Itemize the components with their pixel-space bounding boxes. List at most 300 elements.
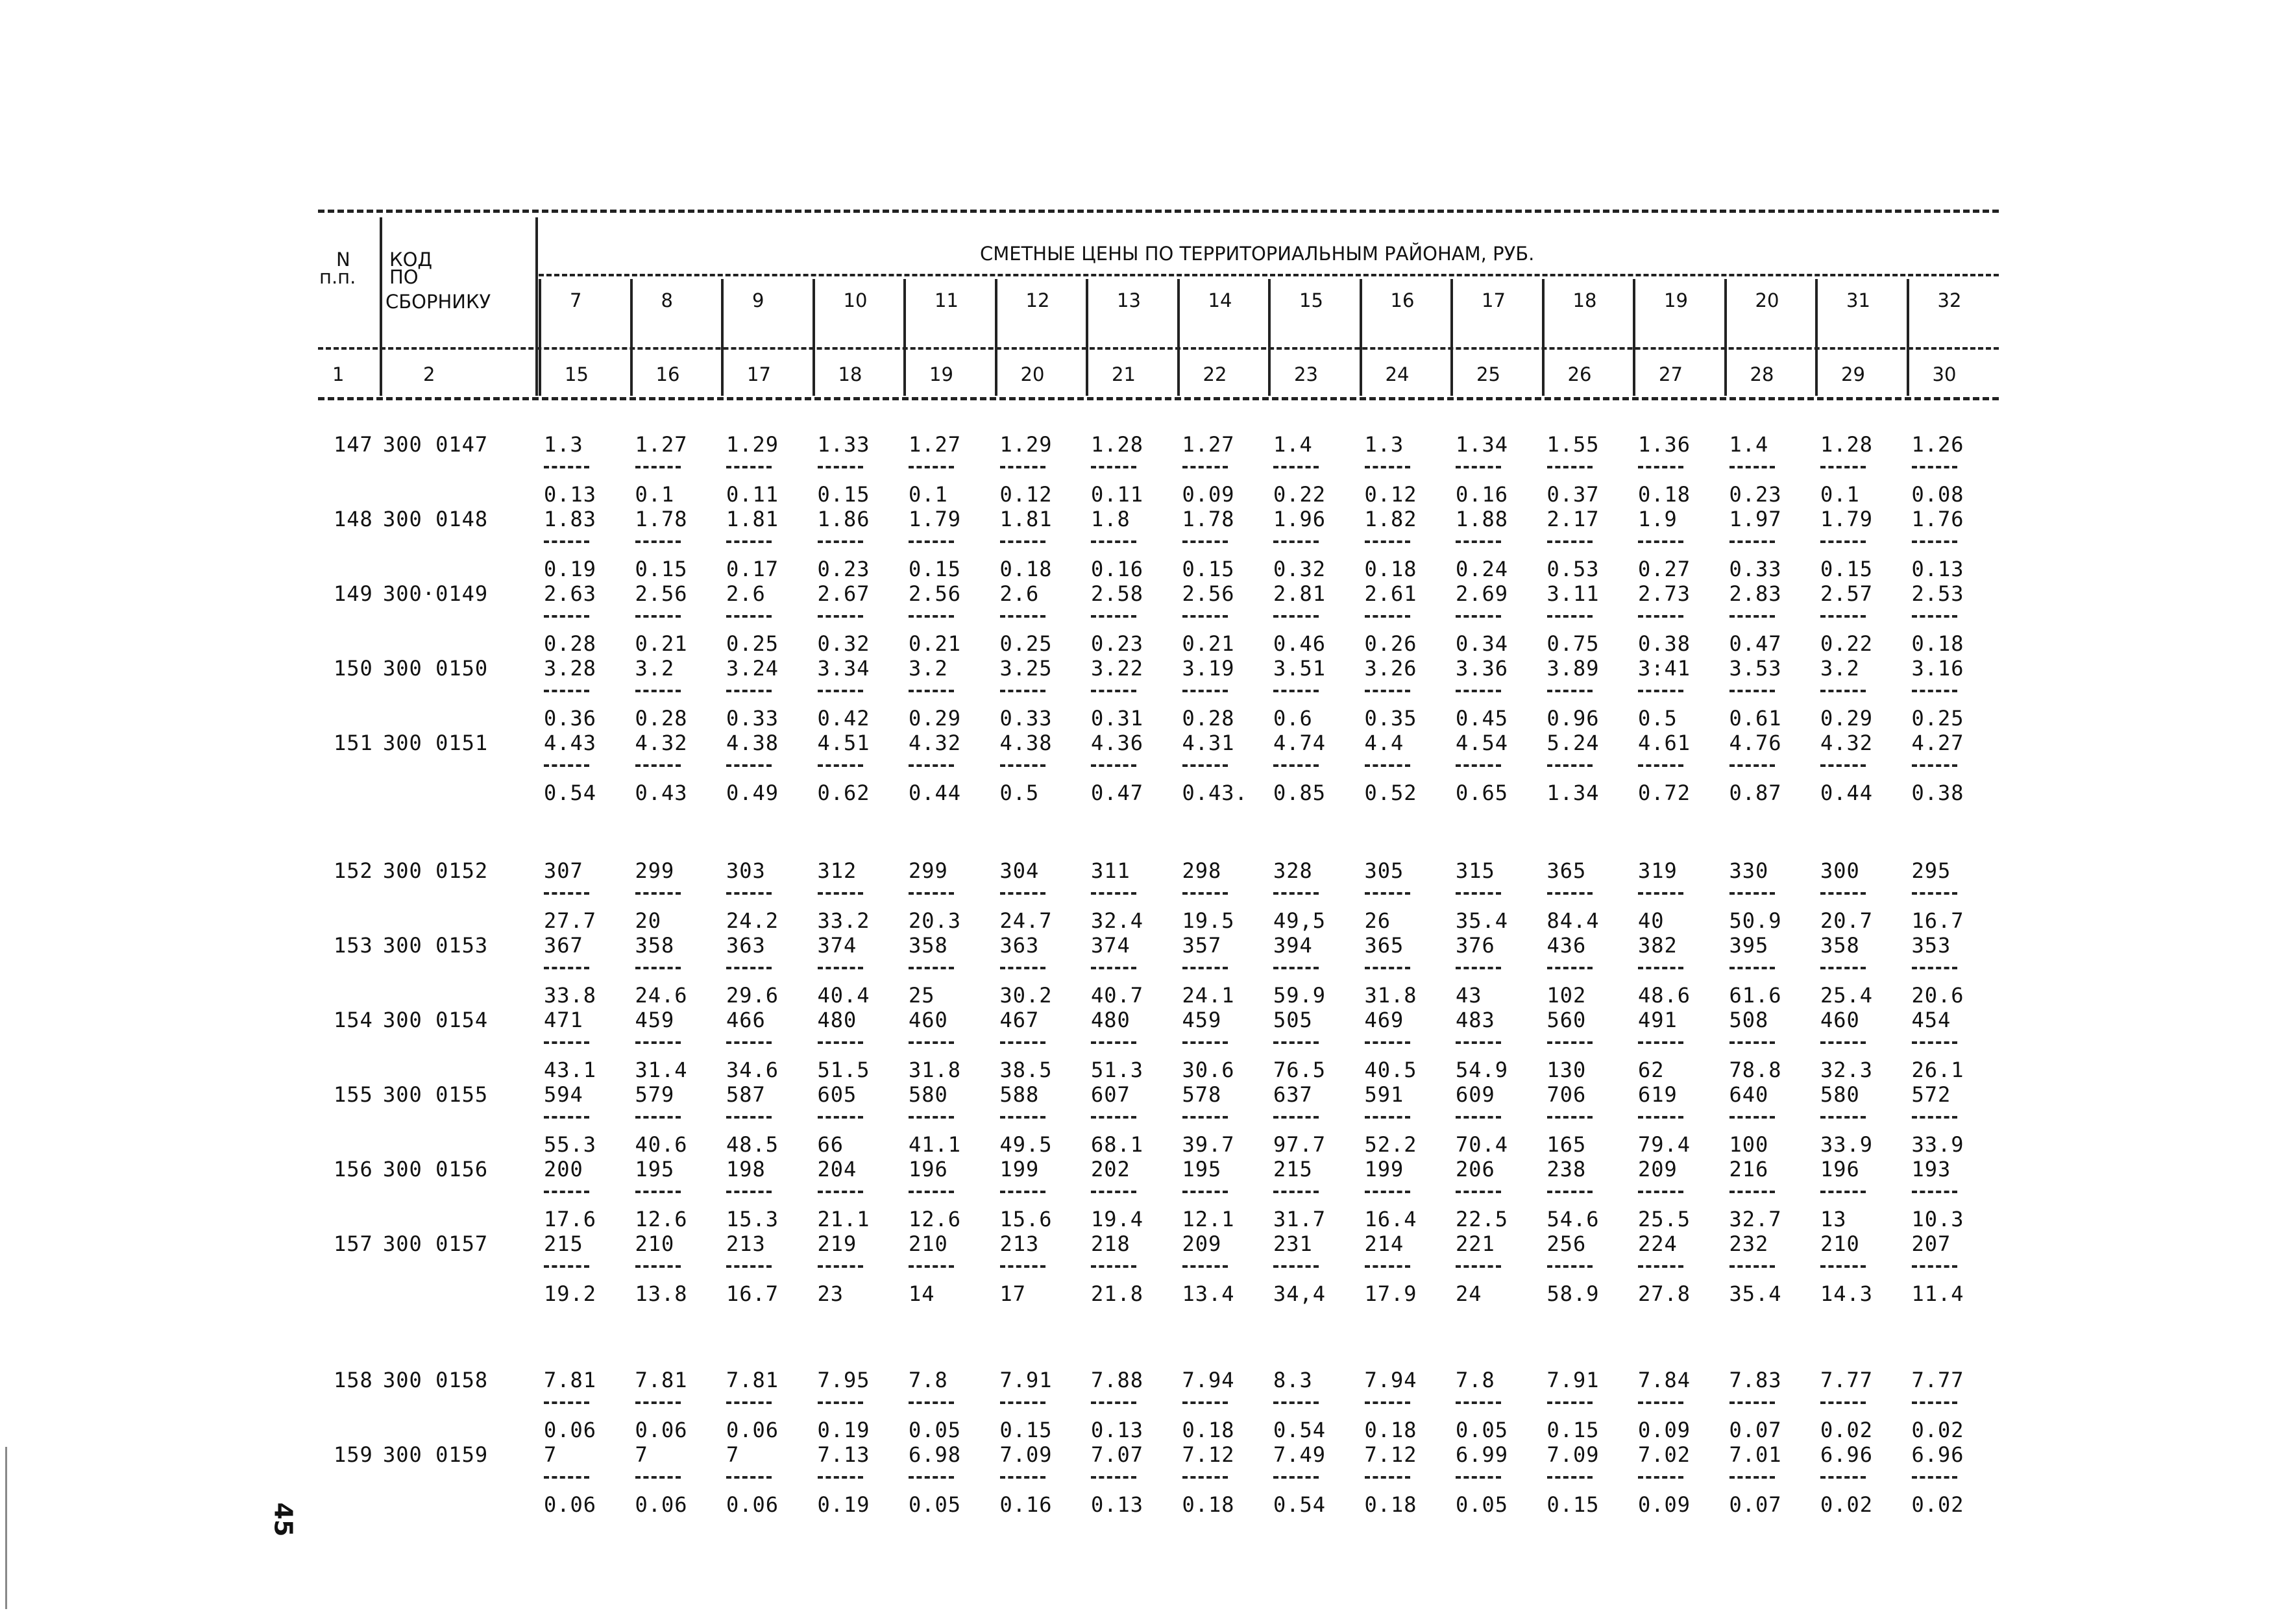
fraction-bar [1820, 1041, 1866, 1044]
price-sub-value: 0.36 [544, 706, 597, 731]
price-value: 1.82 [1364, 507, 1417, 531]
column-number: 29 [1841, 363, 1865, 385]
price-sub-value: 41.1 [909, 1132, 962, 1157]
price-sub-value: 0.49 [726, 781, 779, 805]
price-sub-value: 0.06 [726, 1418, 779, 1442]
fraction-bar [635, 615, 681, 618]
fraction-bar [1273, 1191, 1319, 1193]
district-number: 8 [661, 289, 673, 311]
price-value: 213 [999, 1231, 1040, 1256]
fraction-bar [1820, 540, 1866, 543]
price-sub-value: 0.18 [1364, 557, 1417, 581]
price-value: 1.8 [1091, 507, 1130, 531]
price-sub-value: 0.16 [1456, 482, 1509, 507]
fraction-bar [818, 690, 863, 692]
binding-edge-line [5, 1447, 7, 1609]
price-sub-value: 0.18 [1364, 1418, 1417, 1442]
price-sub-value: 0.5 [999, 781, 1040, 805]
price-sub-value: 0.52 [1364, 781, 1417, 805]
fraction-bar [1912, 1401, 1957, 1404]
fraction-bar [1182, 1265, 1228, 1268]
price-value: 1.33 [817, 432, 870, 457]
fraction-bar [1638, 466, 1683, 468]
price-sub-value: 0.54 [1273, 1492, 1326, 1517]
fraction-bar [1365, 892, 1410, 895]
price-value: 207 [1911, 1231, 1951, 1256]
fraction-bar [1000, 1041, 1045, 1044]
fraction-bar [909, 1041, 954, 1044]
fraction-bar [544, 615, 589, 618]
price-sub-value: 14.3 [1820, 1281, 1874, 1306]
fraction-bar [1456, 967, 1501, 969]
price-value: 1.78 [1182, 507, 1235, 531]
price-value: 1.36 [1638, 432, 1691, 457]
fraction-bar [818, 1265, 863, 1268]
fraction-bar [1638, 1191, 1683, 1193]
column-number: 18 [838, 363, 862, 385]
fraction-bar [635, 1041, 681, 1044]
fraction-bar [818, 967, 863, 969]
price-value: 224 [1638, 1231, 1678, 1256]
price-value: 7.8 [909, 1368, 948, 1392]
fraction-bar [818, 1476, 863, 1479]
price-value: 312 [817, 858, 857, 883]
price-value: 7 [635, 1442, 648, 1467]
price-sub-value: 32.4 [1091, 908, 1144, 933]
price-value: 376 [1456, 933, 1495, 958]
price-sub-value: 19.4 [1091, 1207, 1144, 1231]
column-number: 23 [1294, 363, 1318, 385]
price-value: 330 [1729, 858, 1769, 883]
header-code-label: КОД [389, 248, 433, 271]
price-value: 4.32 [1820, 731, 1874, 755]
price-sub-value: 100 [1729, 1132, 1769, 1157]
district-divider [630, 279, 633, 396]
fraction-bar [1000, 690, 1045, 692]
price-sub-value: 27.8 [1638, 1281, 1691, 1306]
price-sub-value: 0.28 [544, 631, 597, 656]
collection-code: 300 0152 [383, 858, 489, 883]
fraction-bar [1912, 1116, 1957, 1119]
price-sub-value: 55.3 [544, 1132, 597, 1157]
fraction-bar [1729, 1401, 1775, 1404]
fraction-bar [1456, 690, 1501, 692]
price-value: 2.83 [1729, 581, 1782, 606]
price-sub-value: 43.1 [544, 1058, 597, 1082]
fraction-bar [1729, 892, 1775, 895]
price-value: 1.96 [1273, 507, 1326, 531]
fraction-bar [1182, 892, 1228, 895]
fraction-bar [1820, 466, 1866, 468]
fraction-bar [1365, 764, 1410, 767]
price-value: 459 [1182, 1008, 1222, 1032]
price-value: 232 [1729, 1231, 1769, 1256]
price-sub-value: 40.5 [1364, 1058, 1417, 1082]
price-sub-value: 21.8 [1091, 1281, 1144, 1306]
fraction-bar [909, 967, 954, 969]
price-value: 1.27 [635, 432, 688, 457]
district-number: 17 [1482, 289, 1506, 311]
price-value: 594 [544, 1082, 583, 1107]
row-number: 152 [334, 858, 373, 883]
price-value: 3.2 [635, 656, 675, 681]
header-code-label-2: ПО [389, 266, 419, 288]
fraction-bar [1182, 967, 1228, 969]
fraction-bar [1912, 1191, 1957, 1193]
fraction-bar [1273, 892, 1319, 895]
price-value: 7.77 [1820, 1368, 1874, 1392]
price-sub-value: 0.18 [1182, 1418, 1235, 1442]
collection-code: 300·0149 [383, 581, 489, 606]
fraction-bar [818, 764, 863, 767]
district-number: 20 [1755, 289, 1779, 311]
district-divider [1450, 279, 1453, 396]
price-value: 2.56 [909, 581, 962, 606]
fraction-bar [635, 967, 681, 969]
price-sub-value: 0.23 [1729, 482, 1782, 507]
price-value: 299 [635, 858, 675, 883]
fraction-bar [635, 1265, 681, 1268]
district-number: 18 [1572, 289, 1597, 311]
price-value: 206 [1456, 1157, 1495, 1182]
column-number: 22 [1203, 363, 1227, 385]
district-divider [1360, 279, 1362, 396]
price-sub-value: 54.9 [1456, 1058, 1509, 1082]
price-value: 1.3 [1364, 432, 1404, 457]
price-value: 572 [1911, 1082, 1951, 1107]
price-value: 480 [817, 1008, 857, 1032]
price-value: 2.73 [1638, 581, 1691, 606]
header-title: СМЕТНЫЕ ЦЕНЫ ПО ТЕРРИТОРИАЛЬНЫМ РАЙОНАМ, РУБ. [980, 243, 1535, 265]
fraction-bar [1820, 615, 1866, 618]
fraction-bar [1365, 615, 1410, 618]
price-value: 214 [1364, 1231, 1404, 1256]
fraction-bar [1638, 615, 1683, 618]
header-colnum-1: 1 [332, 363, 345, 385]
fraction-bar [1091, 615, 1136, 618]
price-sub-value: 32.3 [1820, 1058, 1874, 1082]
price-value: 4.31 [1182, 731, 1235, 755]
fraction-bar [635, 1401, 681, 1404]
district-number: 12 [1025, 289, 1050, 311]
price-sub-value: 0.38 [1638, 631, 1691, 656]
price-sub-value: 30.2 [999, 983, 1053, 1008]
price-value: 6.98 [909, 1442, 962, 1467]
price-value: 365 [1546, 858, 1587, 883]
price-value: 436 [1546, 933, 1587, 958]
price-sub-value: 0.33 [999, 706, 1053, 731]
price-sub-value: 20.6 [1911, 983, 1964, 1008]
price-value: 580 [909, 1082, 948, 1107]
price-sub-value: 76.5 [1273, 1058, 1326, 1082]
price-sub-value: 33.2 [817, 908, 870, 933]
price-value: 505 [1273, 1008, 1313, 1032]
price-value: 1.81 [726, 507, 779, 531]
price-sub-value: 23 [817, 1281, 844, 1306]
price-sub-value: 0.96 [1546, 706, 1600, 731]
fraction-bar [544, 690, 589, 692]
price-sub-value: 25.4 [1820, 983, 1874, 1008]
fraction-bar [1182, 1401, 1228, 1404]
fraction-bar [1638, 1041, 1683, 1044]
fraction-bar [726, 1265, 772, 1268]
price-sub-value: 0.15 [635, 557, 688, 581]
fraction-bar [909, 764, 954, 767]
fraction-bar [1638, 1476, 1683, 1479]
fraction-bar [818, 892, 863, 895]
fraction-bar [726, 540, 772, 543]
row-number: 155 [334, 1082, 373, 1107]
price-value: 6.96 [1820, 1442, 1874, 1467]
column-number: 30 [1932, 363, 1957, 385]
price-value: 300 [1820, 858, 1860, 883]
fraction-bar [1273, 1401, 1319, 1404]
price-sub-value: 0.87 [1729, 781, 1782, 805]
district-divider [1724, 279, 1727, 396]
fraction-bar [1729, 764, 1775, 767]
price-sub-value: 0.15 [909, 557, 962, 581]
price-sub-value: 33.9 [1911, 1132, 1964, 1157]
price-sub-value: 0.02 [1820, 1418, 1874, 1442]
fraction-bar [1912, 540, 1957, 543]
price-sub-value: 0.1 [1820, 482, 1860, 507]
district-divider [995, 279, 997, 396]
price-value: 7.94 [1182, 1368, 1235, 1392]
price-value: 298 [1182, 858, 1222, 883]
price-value: 607 [1091, 1082, 1130, 1107]
price-sub-value: 66 [817, 1132, 844, 1157]
price-sub-value: 0.05 [1456, 1492, 1509, 1517]
price-sub-value: 0.18 [1638, 482, 1691, 507]
district-divider [1907, 279, 1909, 396]
fraction-bar [1912, 967, 1957, 969]
price-sub-value: 0.05 [909, 1492, 962, 1517]
fraction-bar [1000, 1265, 1045, 1268]
fraction-bar [909, 466, 954, 468]
fraction-bar [1456, 1191, 1501, 1193]
price-value: 1.55 [1546, 432, 1600, 457]
row-number: 151 [334, 731, 373, 755]
price-sub-value: 30.6 [1182, 1058, 1235, 1082]
price-sub-value: 49,5 [1273, 908, 1326, 933]
fraction-bar [1820, 1116, 1866, 1119]
column-number: 28 [1750, 363, 1774, 385]
collection-code: 300 0155 [383, 1082, 489, 1107]
price-value: 2.63 [544, 581, 597, 606]
price-sub-value: 0.22 [1273, 482, 1326, 507]
price-sub-value: 0.06 [635, 1492, 688, 1517]
price-value: 483 [1456, 1008, 1495, 1032]
fraction-bar [1000, 615, 1045, 618]
district-number: 32 [1937, 289, 1962, 311]
price-value: 299 [909, 858, 948, 883]
district-divider [1177, 279, 1180, 396]
fraction-bar [818, 1191, 863, 1193]
fraction-bar [726, 690, 772, 692]
fraction-bar [1820, 764, 1866, 767]
price-value: 1.78 [635, 507, 688, 531]
fraction-bar [1000, 466, 1045, 468]
price-value: 7 [544, 1442, 557, 1467]
price-value: 4.51 [817, 731, 870, 755]
collection-code: 300 0153 [383, 933, 489, 958]
price-sub-value: 40 [1638, 908, 1665, 933]
fraction-bar [1547, 1116, 1593, 1119]
fraction-bar [1820, 967, 1866, 969]
price-value: 1.79 [1820, 507, 1874, 531]
price-value: 307 [544, 858, 583, 883]
price-value: 374 [817, 933, 857, 958]
price-sub-value: 0.34 [1456, 631, 1509, 656]
price-value: 619 [1638, 1082, 1678, 1107]
price-sub-value: 29.6 [726, 983, 779, 1008]
column-number: 17 [747, 363, 771, 385]
price-value: 319 [1638, 858, 1678, 883]
price-sub-value: 0.44 [909, 781, 962, 805]
fraction-bar [818, 540, 863, 543]
price-sub-value: 20.3 [909, 908, 962, 933]
price-value: 4.27 [1911, 731, 1964, 755]
fraction-bar [1547, 690, 1593, 692]
price-sub-value: 0.06 [544, 1492, 597, 1517]
fraction-bar [544, 1191, 589, 1193]
fraction-bar [1820, 1401, 1866, 1404]
price-value: 4.36 [1091, 731, 1144, 755]
price-value: 1.29 [726, 432, 779, 457]
fraction-bar [1182, 540, 1228, 543]
price-sub-value: 0.09 [1182, 482, 1235, 507]
price-value: 587 [726, 1082, 766, 1107]
price-sub-value: 13.8 [635, 1281, 688, 1306]
price-sub-value: 0.18 [1182, 1492, 1235, 1517]
price-sub-value: 0.29 [909, 706, 962, 731]
fraction-bar [1182, 615, 1228, 618]
price-sub-value: 0.06 [726, 1492, 779, 1517]
price-sub-value: 19.5 [1182, 908, 1235, 933]
price-sub-value: 0.16 [1091, 557, 1144, 581]
district-divider [1268, 279, 1271, 396]
price-sub-value: 0.28 [635, 706, 688, 731]
price-sub-value: 31.4 [635, 1058, 688, 1082]
price-sub-value: 0.25 [1911, 706, 1964, 731]
fraction-bar [1729, 1116, 1775, 1119]
price-sub-value: 0.15 [999, 1418, 1053, 1442]
price-sub-value: 19.2 [544, 1281, 597, 1306]
fraction-bar [1000, 892, 1045, 895]
price-sub-value: 31.8 [1364, 983, 1417, 1008]
price-value: 4.76 [1729, 731, 1782, 755]
price-value: 295 [1911, 858, 1951, 883]
district-divider [721, 279, 724, 396]
row-number: 150 [334, 656, 373, 681]
fraction-bar [544, 967, 589, 969]
price-sub-value: 0.15 [1546, 1492, 1600, 1517]
fraction-bar [1547, 892, 1593, 895]
fraction-bar [726, 1476, 772, 1479]
fraction-bar [1729, 466, 1775, 468]
row-number: 157 [334, 1231, 373, 1256]
price-value: 2.57 [1820, 581, 1874, 606]
fraction-bar [1365, 690, 1410, 692]
price-sub-value: 0.18 [1364, 1492, 1417, 1517]
price-value: 3.11 [1546, 581, 1600, 606]
fraction-bar [1638, 1265, 1683, 1268]
price-sub-value: 0.61 [1729, 706, 1782, 731]
fraction-bar [1456, 1265, 1501, 1268]
price-value: 4.38 [726, 731, 779, 755]
price-value: 3.34 [817, 656, 870, 681]
price-sub-value: 84.4 [1546, 908, 1600, 933]
price-value: 1.86 [817, 507, 870, 531]
price-sub-value: 50.9 [1729, 908, 1782, 933]
price-value: 374 [1091, 933, 1130, 958]
fraction-bar [1729, 1265, 1775, 1268]
header-code-label-3: СБОРНИКУ [385, 291, 491, 313]
price-sub-value: 0.07 [1729, 1492, 1782, 1517]
price-sub-value: 0.17 [726, 557, 779, 581]
fraction-bar [909, 1265, 954, 1268]
fraction-bar [1273, 967, 1319, 969]
collection-code: 300 0158 [383, 1368, 489, 1392]
price-value: 7.94 [1364, 1368, 1417, 1392]
fraction-bar [818, 466, 863, 468]
district-divider [813, 279, 815, 396]
fraction-bar [1638, 1116, 1683, 1119]
price-sub-value: 62 [1638, 1058, 1665, 1082]
price-value: 7.07 [1091, 1442, 1144, 1467]
price-value: 3.51 [1273, 656, 1326, 681]
fraction-bar [1729, 1191, 1775, 1193]
price-sub-value: 0.12 [999, 482, 1053, 507]
district-number: 13 [1117, 289, 1141, 311]
price-value: 215 [544, 1231, 583, 1256]
price-sub-value: 16.7 [726, 1281, 779, 1306]
price-value: 4.74 [1273, 731, 1326, 755]
price-value: 4.43 [544, 731, 597, 755]
price-sub-value: 13.4 [1182, 1281, 1235, 1306]
price-value: 4.32 [635, 731, 688, 755]
fraction-bar [1365, 1476, 1410, 1479]
district-divider [1633, 279, 1635, 396]
price-sub-value: 39.7 [1182, 1132, 1235, 1157]
row-number: 159 [334, 1442, 373, 1467]
price-value: 471 [544, 1008, 583, 1032]
fraction-bar [1547, 1041, 1593, 1044]
district-number: 10 [843, 289, 868, 311]
price-sub-value: 0.25 [726, 631, 779, 656]
price-value: 459 [635, 1008, 675, 1032]
price-sub-value: 26.1 [1911, 1058, 1964, 1082]
collection-code: 300 0151 [383, 731, 489, 755]
fraction-bar [1547, 1476, 1593, 1479]
price-sub-value: 59.9 [1273, 983, 1326, 1008]
fraction-bar [1091, 1476, 1136, 1479]
price-value: 2.61 [1364, 581, 1417, 606]
price-sub-value: 0.13 [1091, 1492, 1144, 1517]
price-value: 1.76 [1911, 507, 1964, 531]
fraction-bar [1091, 1191, 1136, 1193]
price-sub-value: 17.9 [1364, 1281, 1417, 1306]
price-value: 305 [1364, 858, 1404, 883]
price-value: 304 [999, 858, 1040, 883]
header-bottom-rule [318, 397, 1999, 400]
price-value: 218 [1091, 1231, 1130, 1256]
price-value: 637 [1273, 1082, 1313, 1107]
fraction-bar [1091, 1116, 1136, 1119]
fraction-bar [1820, 1191, 1866, 1193]
price-sub-value: 0.46 [1273, 631, 1326, 656]
district-divider [539, 279, 541, 396]
